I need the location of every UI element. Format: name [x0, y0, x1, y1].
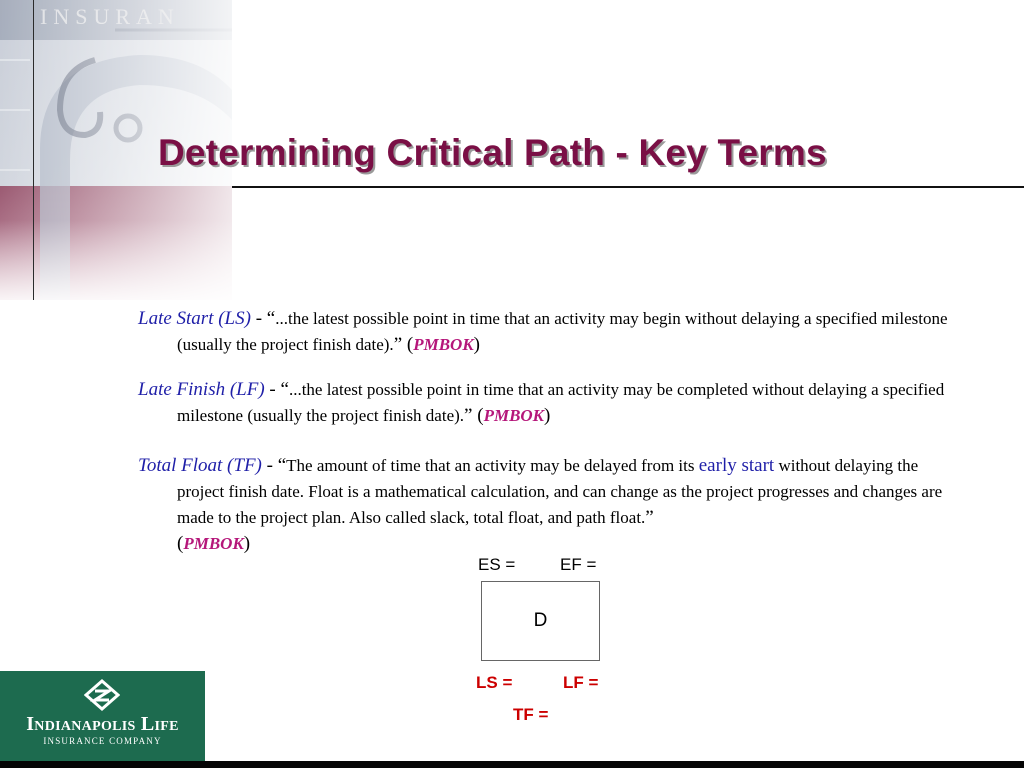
source-paren-close: ) — [473, 334, 480, 355]
title-rule — [232, 186, 1024, 188]
activity-node-label: D — [533, 610, 548, 631]
definitions-list — [138, 306, 968, 576]
term-definition-start: The amount of time that an activity may be delayed from its — [286, 456, 699, 475]
term-name: Late Start (LS) — [138, 308, 251, 329]
term-dash: - — [261, 455, 278, 476]
term-total-float — [138, 453, 968, 557]
source-label: PMBOK — [183, 534, 244, 553]
term-name: Total Float (TF) — [138, 455, 262, 476]
photo-engraved-text: INSURAN — [40, 4, 180, 29]
late-finish-label: LF = — [563, 673, 599, 692]
source-label: PMBOK — [483, 406, 545, 425]
late-start-label: LS = — [476, 673, 513, 692]
company-subtitle: INSURANCE COMPANY — [43, 736, 162, 746]
source-paren-open: ( — [177, 533, 184, 554]
logo-mark-icon — [84, 679, 120, 711]
close-quote: ” — [393, 334, 403, 355]
term-late-finish — [138, 377, 968, 429]
photo-divider-line — [33, 0, 34, 300]
open-quote: “ — [280, 379, 289, 400]
term-definition: ...the latest possible point in time that an activity may begin without delaying a specified milestone (usually the project finish date). — [177, 309, 948, 354]
term-definition: ...the latest possible point in time that an activity may be completed without delaying a specified milestone (usually the project finish date). — [177, 380, 945, 425]
open-quote: “ — [277, 455, 287, 476]
source-label: PMBOK — [413, 335, 474, 354]
source-paren-open: ( — [472, 405, 484, 426]
source-paren-close: ) — [544, 405, 551, 426]
footer-bar — [0, 761, 1024, 768]
close-quote: ” — [645, 507, 654, 528]
slide-title: Determining Critical Path - Key Terms — [158, 132, 827, 173]
company-logo — [0, 671, 205, 761]
highlighted-phrase: early start — [698, 455, 775, 476]
total-float-label: TF = — [513, 705, 549, 724]
activity-node — [481, 581, 600, 661]
open-quote: “ — [266, 308, 276, 329]
source-paren-close: ) — [243, 533, 251, 554]
early-finish-label: EF = — [560, 555, 597, 574]
term-dash: - — [250, 308, 267, 329]
term-name: Late Finish (LF) — [138, 379, 265, 400]
early-start-label: ES = — [478, 555, 516, 574]
term-late-start — [138, 306, 968, 358]
company-name: Indianapolis Life — [26, 713, 179, 735]
term-dash: - — [264, 379, 281, 400]
source-paren-open: ( — [402, 334, 414, 355]
term-definition-end: without delaying the project finish date. Float is a mathematical calculation, and can change as the project progresses and changes are made to the project plan. Also called slack, total float, and path float. — [177, 456, 943, 527]
close-quote: ” — [464, 405, 473, 426]
